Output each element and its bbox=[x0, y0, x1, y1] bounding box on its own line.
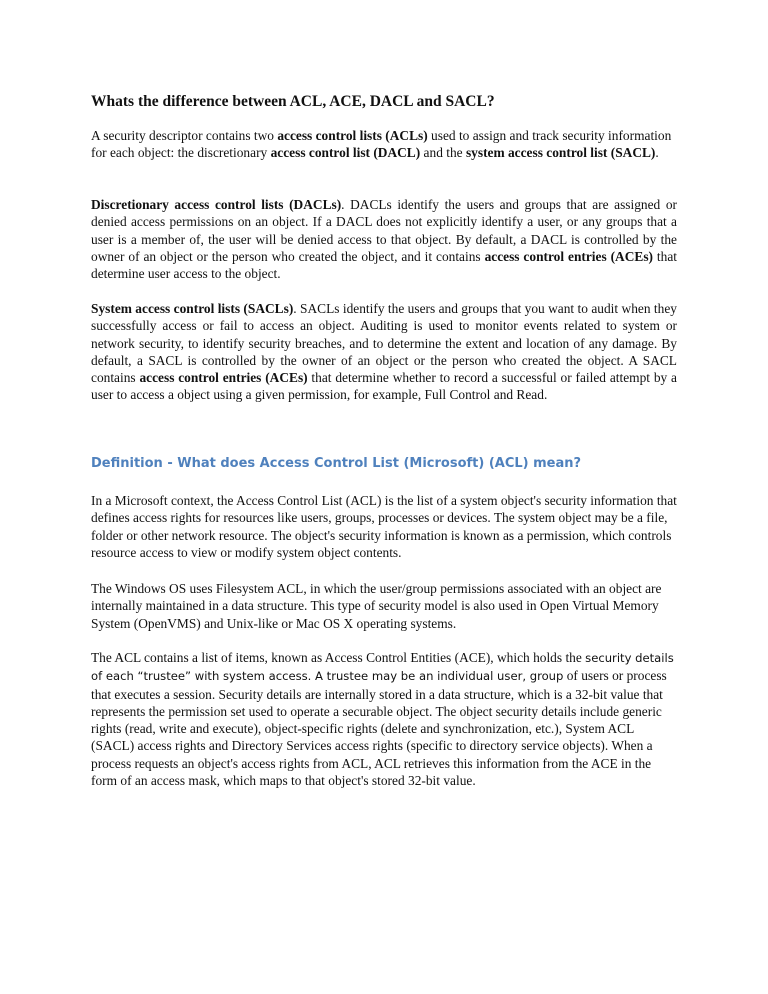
intro-bold-dacl: access control list (DACL) bbox=[270, 145, 421, 161]
def3-text-1: The ACL contains a list of items, known as Access Control Entities (ACE), which holds the bbox=[91, 650, 586, 665]
dacl-bold-aces: access control entries (ACEs) bbox=[484, 248, 653, 264]
definition-paragraph-2: The Windows OS uses Filesystem ACL, in which the user/group permissions associated with an object are internally maintained in a data structure. This type of security model is also used in Open Virtual Memory System (OpenVMS) and Unix-like or Mac OS X operating systems. bbox=[91, 581, 662, 631]
intro-text-3: and the bbox=[420, 145, 466, 161]
intro-text-2: used to assign and track security information for each object: the discretionary bbox=[91, 128, 672, 161]
definition-heading: Definition - What does Access Control List (Microsoft) (ACL) mean? bbox=[91, 456, 582, 471]
definition-paragraph-3 bbox=[91, 649, 677, 789]
intro-bold-acls: access control lists (ACLs) bbox=[277, 128, 428, 143]
def3-text-2: of users or process that executes a session. Security details are internally stored in a data structure, which is a 32-bit value that represents the permission set used to operate a securable object. The object security details include generic rights (read, write and execute), object-specific rights (delete and synchronization, etc.), System ACL (SACL) access rights and Directory Services access rights (specific to directory service objects). When a process requests an object's access rights from ACL, ACL retrieves this information from the ACE in the form of an access mask, which maps to that object's stored 32-bit value. bbox=[91, 668, 667, 789]
sacl-text-2: that determine whether to record a successful or failed attempt by a user to access a object using a given permission, for example, Full Control and Read. bbox=[91, 370, 677, 403]
dacl-bold-heading: Discretionary access control lists (DACLs) bbox=[91, 197, 342, 212]
sacl-bold-aces: access control entries (ACEs) bbox=[139, 370, 308, 386]
dacl-text-2: that determine user access to the object. bbox=[91, 248, 677, 282]
sacl-text-1: . SACLs identify the users and groups that you want to audit when they successfully access or fail to access an object. Auditing is used to monitor events related to system or network security, to identify security breaches, and to determine the extent and location of any damage. By default, a SACL is controlled by the owner of an object or the person who created the object. A SACL contains bbox=[91, 301, 677, 386]
definition-paragraph-1: In a Microsoft context, the Access Control List (ACL) is the list of a system object's security information that defines access rights for resources like users, groups, processes or devices. The system object may be a file, folder or other network resource. The object's security information is known as a permission, which controls resource access to view or modify system object contents. bbox=[91, 493, 677, 560]
intro-bold-sacl: system access control list (SACL) bbox=[465, 145, 656, 161]
sacl-paragraph bbox=[91, 300, 677, 404]
sacl-bold-heading: System access control lists (SACLs) bbox=[91, 301, 294, 316]
intro-text-4: . bbox=[655, 145, 659, 161]
dacl-text-1: . DACLs identify the users and groups that are assigned or denied access permissions on an object. If a DACL does not explicitly identify a user, or any groups that a user is a member of, the user will be denied access to that object. By default, a DACL is controlled by the owner of an object or the person who created the object, and it contains bbox=[91, 197, 677, 264]
document-title: Whats the difference between ACL, ACE, DACL and SACL? bbox=[91, 93, 495, 110]
dacl-paragraph bbox=[91, 196, 677, 282]
intro-text-1: A security descriptor contains two bbox=[91, 128, 278, 143]
intro-paragraph bbox=[91, 127, 677, 162]
def3-sans-run: security details of each “trustee” with system access. A trustee may be an individual user, group bbox=[91, 651, 674, 684]
